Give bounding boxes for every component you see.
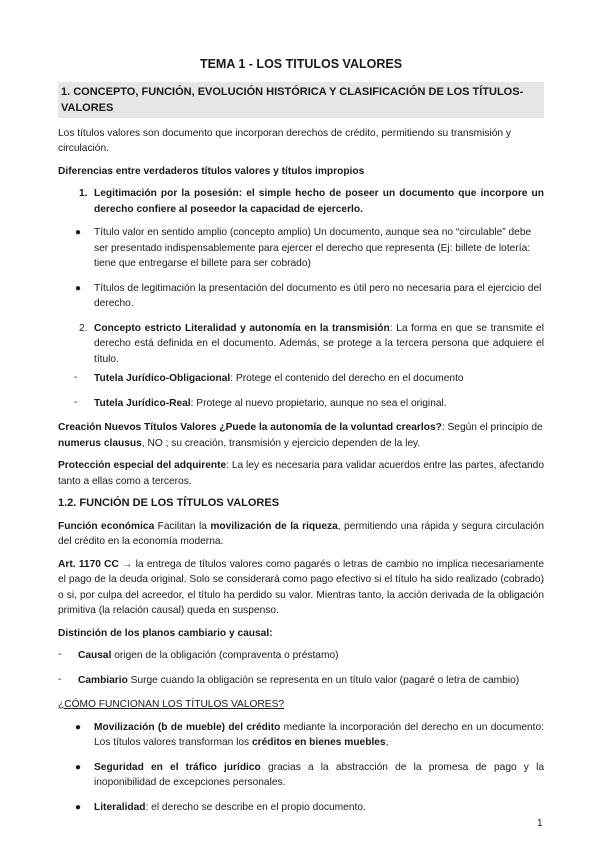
bullet-text-end: , (385, 737, 389, 748)
bullet-icon: ● (75, 801, 82, 813)
item-bold-text: Concepto estricto Literalidad y autonomía en la transmisión (94, 322, 390, 334)
bullet-item-movilizacion (58, 720, 544, 751)
dash-text: origen de la obligación (compraventa o préstamo) (111, 650, 339, 661)
creacion-text: : Según el principio de (441, 422, 543, 433)
dash-text: : Protege al nuevo propietario, aunque no sea el original. (190, 397, 447, 409)
dash-icon: - (74, 372, 78, 383)
dash-icon: - (74, 396, 78, 408)
distincion-heading: Distinción de los planos cambiario y causal: (58, 627, 273, 639)
bullet-item-seguridad (58, 760, 544, 791)
dash-item-tutela-real (58, 396, 544, 412)
bullet-text: mediante la incorporación del derecho en un documento: Los títulos valores transforman los (94, 721, 545, 748)
bullet-bold-text: Seguridad en el tráfico jurídico (94, 761, 261, 773)
proteccion-paragraph (58, 458, 544, 489)
bullet-bold-text-2: créditos en bienes muebles (251, 737, 386, 748)
intro-paragraph: Los títulos valores son documento que incorporan derechos de crédito, permitiendo su transmisión y circulación. (58, 127, 512, 154)
dash-icon: - (58, 673, 62, 685)
bullet-icon: ● (75, 282, 82, 294)
item-number: 2. (79, 322, 88, 334)
movilizacion-bold: movilización de la riqueza (210, 520, 338, 532)
dash-text: : Protege el contenido del derecho en el documento (230, 373, 464, 384)
section-heading-concepto: 1. CONCEPTO, FUNCIÓN, EVOLUCIÓN HISTÓRICA Y CLASIFICACIÓN DE LOS TÍTULOS-VALORES (58, 82, 544, 118)
page-number: 1 (537, 818, 543, 829)
bullet-text: Título valor en sentido amplio (concepto amplio) Un documento, aunque sea no “circulable” debe ser presentado indispensablemente para ejercer el derecho que representa (Ej: billete de lotería: tiene que entregarse el billete para ser cobrado) (94, 227, 532, 269)
numerus-clausus: numerus clausus (58, 437, 142, 449)
dash-item-causal (58, 648, 544, 664)
dash-item-cambiario (58, 673, 544, 689)
numbered-item-2 (58, 321, 544, 368)
numbered-item-1 (58, 186, 544, 217)
bullet-icon: ● (75, 227, 82, 238)
item-number: 1. (79, 188, 88, 199)
creacion-text-end: , NO ; su creación, transmisión y ejercicio dependen de la ley. (141, 437, 421, 449)
bullet-item-titulo-amplio (58, 225, 544, 272)
section-heading-funcion: 1.2. FUNCIÓN DE LOS TÍTULOS VALORES (58, 497, 280, 509)
dash-item-tutela-obligacional (58, 371, 544, 387)
art-bold: Art. 1170 CC (58, 558, 119, 570)
creacion-bold: Creación Nuevos Títulos Valores ¿Puede la autonomía de la voluntad crearlos? (58, 422, 442, 433)
como-funcionan-heading: ¿CÓMO FUNCIONAN LOS TÍTULOS VALORES? (58, 699, 285, 710)
art-text: → la entrega de títulos valores como pagarés o letras de cambio no implica necesariamente el pago de la deuda original. Solo se considerará como pago efectivo si el título ha sido realizado (cobrado) o si, por culpa del acreedor, el título ha perdido su valor. Mientras tanto, la acción derivada de la obligación primitiva (la relación causal) queda en suspenso. (58, 558, 544, 616)
item-text: Legitimación por la posesión: el simple hecho de poseer un documento que incorpore un derecho confiere al poseedor la capacidad de ejercerlo. (94, 188, 544, 215)
dash-text: Surge cuando la obligación se representa en un título valor (pagaré o letra de cambio) (127, 674, 520, 686)
page-title: TEMA 1 - LOS TITULOS VALORES (199, 57, 403, 71)
dash-bold-text: Causal (78, 650, 112, 661)
bullet-text: gracias a la abstracción de la promesa de pago y la inoponibilidad de excepciones personales. (94, 761, 544, 788)
bullet-bold-text: Literalidad (94, 801, 146, 813)
bullet-text: Títulos de legitimación la presentación del documento es útil pero no necesaria para el ejercicio del derecho. (94, 282, 542, 309)
dash-bold-text: Cambiario (78, 674, 128, 686)
dash-icon: - (58, 649, 62, 660)
page-content (58, 57, 544, 824)
bullet-icon: ● (75, 721, 82, 733)
bullet-text: : el derecho se describe en el propio documento. (145, 801, 366, 813)
proteccion-bold: Protección especial del adquirente (58, 460, 227, 471)
funcion-text-end: , permitiendo una rápida y segura circulación del crédito en la economía moderna. (58, 520, 545, 547)
creacion-paragraph (58, 420, 544, 451)
item-text: : La forma en que se transmite el derecho está definida en el documento. Además, se protege a la tercera persona que adquiere el título. (94, 322, 544, 365)
dash-bold-text: Tutela Jurídico-Obligacional (94, 373, 231, 384)
art-1170-paragraph (58, 557, 544, 619)
bullet-item-literalidad (58, 800, 544, 816)
bullet-item-legitimacion (58, 281, 544, 312)
funcion-text: Facilitan la (154, 520, 211, 532)
bullet-icon: ● (75, 761, 82, 773)
bullet-bold-text: Movilización (b de mueble) del crédito (94, 721, 281, 733)
dash-bold-text: Tutela Jurídico-Real (94, 397, 191, 409)
funcion-paragraph (58, 519, 544, 550)
proteccion-text: : La ley es necesaria para validar acuerdos entre las partes, afectando tanto a ellas como a terceros. (58, 460, 544, 487)
funcion-bold: Función económica (58, 520, 155, 532)
differences-heading: Diferencias entre verdaderos títulos valores y títulos impropios (58, 165, 365, 177)
